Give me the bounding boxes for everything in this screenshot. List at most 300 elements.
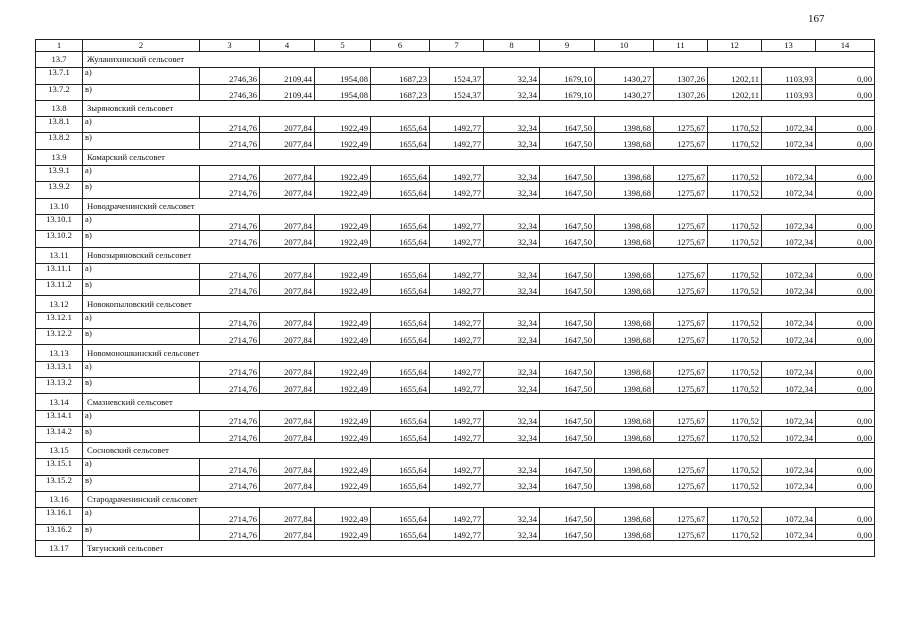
value-cell: 1275,67 (654, 524, 708, 540)
section-name: Стародраченинский сельсовет (83, 492, 875, 508)
value-cell: 1072,34 (762, 214, 816, 230)
row-code: 13.10.1 (36, 214, 83, 230)
tariff-table (35, 39, 875, 557)
value-cell: 1492,77 (430, 263, 484, 279)
value-cell: 1307,26 (654, 84, 708, 100)
section-row (36, 100, 875, 116)
value-cell: 1398,68 (595, 459, 654, 475)
row-subitem: в) (83, 133, 200, 149)
value-cell: 32,34 (484, 377, 540, 393)
value-cell: 1492,77 (430, 214, 484, 230)
section-row (36, 296, 875, 312)
section-row (36, 247, 875, 263)
column-number: 8 (484, 40, 540, 52)
value-cell: 1398,68 (595, 280, 654, 296)
column-number: 5 (315, 40, 371, 52)
row-code: 13.12.1 (36, 312, 83, 328)
column-number: 10 (595, 40, 654, 52)
row-code: 13.12 (36, 296, 83, 312)
value-cell: 2077,84 (260, 361, 315, 377)
value-cell: 1072,34 (762, 329, 816, 345)
value-cell: 1398,68 (595, 426, 654, 442)
value-cell: 0,00 (816, 426, 875, 442)
value-cell: 0,00 (816, 214, 875, 230)
value-cell: 1647,50 (540, 182, 595, 198)
value-cell: 1922,49 (315, 312, 371, 328)
row-code: 13.13 (36, 345, 83, 361)
value-cell: 1398,68 (595, 117, 654, 133)
row-code: 13.16.2 (36, 524, 83, 540)
value-cell: 1275,67 (654, 361, 708, 377)
row-subitem: а) (83, 166, 200, 182)
value-cell: 1647,50 (540, 524, 595, 540)
section-name: Новокопыловский сельсовет (83, 296, 875, 312)
table-row (36, 166, 875, 182)
value-cell: 1922,49 (315, 508, 371, 524)
row-code: 13.7 (36, 52, 83, 68)
value-cell: 1922,49 (315, 214, 371, 230)
table-row (36, 133, 875, 149)
value-cell: 2077,84 (260, 263, 315, 279)
section-name: Новодраченинский сельсовет (83, 198, 875, 214)
value-cell: 1954,08 (315, 68, 371, 84)
section-row (36, 149, 875, 165)
value-cell: 1170,52 (708, 475, 762, 491)
value-cell: 0,00 (816, 377, 875, 393)
value-cell: 1655,64 (371, 280, 430, 296)
row-code: 13.10.2 (36, 231, 83, 247)
section-row (36, 198, 875, 214)
value-cell: 1170,52 (708, 133, 762, 149)
value-cell: 32,34 (484, 68, 540, 84)
value-cell: 1072,34 (762, 166, 816, 182)
row-code: 13.9.1 (36, 166, 83, 182)
value-cell: 32,34 (484, 524, 540, 540)
value-cell: 1170,52 (708, 231, 762, 247)
value-cell: 0,00 (816, 133, 875, 149)
value-cell: 1524,37 (430, 68, 484, 84)
value-cell: 1275,67 (654, 410, 708, 426)
value-cell: 1072,34 (762, 508, 816, 524)
value-cell: 1954,08 (315, 84, 371, 100)
value-cell: 2077,84 (260, 280, 315, 296)
value-cell: 2714,76 (200, 410, 260, 426)
value-cell: 2077,84 (260, 426, 315, 442)
value-cell: 0,00 (816, 524, 875, 540)
value-cell: 1922,49 (315, 182, 371, 198)
value-cell: 1275,67 (654, 214, 708, 230)
table-row (36, 377, 875, 393)
value-cell: 2746,36 (200, 68, 260, 84)
value-cell: 1647,50 (540, 214, 595, 230)
value-cell: 2714,76 (200, 377, 260, 393)
value-cell: 0,00 (816, 410, 875, 426)
value-cell: 1072,34 (762, 263, 816, 279)
column-number: 2 (83, 40, 200, 52)
value-cell: 1647,50 (540, 117, 595, 133)
value-cell: 1398,68 (595, 377, 654, 393)
value-cell: 32,34 (484, 426, 540, 442)
section-name: Тягунский сельсовет (83, 540, 875, 556)
value-cell: 0,00 (816, 263, 875, 279)
value-cell: 1072,34 (762, 117, 816, 133)
value-cell: 1275,67 (654, 329, 708, 345)
value-cell: 1072,34 (762, 280, 816, 296)
value-cell: 1398,68 (595, 263, 654, 279)
row-subitem: в) (83, 231, 200, 247)
section-name: Жуланихинский сельсовет (83, 52, 875, 68)
value-cell: 32,34 (484, 475, 540, 491)
row-code: 13.8 (36, 100, 83, 116)
row-code: 13.9.2 (36, 182, 83, 198)
value-cell: 1655,64 (371, 524, 430, 540)
value-cell: 0,00 (816, 280, 875, 296)
value-cell: 2077,84 (260, 133, 315, 149)
value-cell: 0,00 (816, 117, 875, 133)
value-cell: 1922,49 (315, 459, 371, 475)
value-cell: 1922,49 (315, 280, 371, 296)
table-row (36, 84, 875, 100)
table-row (36, 312, 875, 328)
row-code: 13.8.2 (36, 133, 83, 149)
value-cell: 1655,64 (371, 377, 430, 393)
value-cell: 1103,93 (762, 68, 816, 84)
value-cell: 1655,64 (371, 329, 430, 345)
value-cell: 1398,68 (595, 133, 654, 149)
value-cell: 32,34 (484, 182, 540, 198)
value-cell: 1275,67 (654, 426, 708, 442)
value-cell: 2714,76 (200, 459, 260, 475)
row-subitem: в) (83, 182, 200, 198)
value-cell: 1524,37 (430, 84, 484, 100)
value-cell: 1492,77 (430, 426, 484, 442)
value-cell: 1922,49 (315, 361, 371, 377)
value-cell: 1307,26 (654, 68, 708, 84)
section-row (36, 52, 875, 68)
value-cell: 1170,52 (708, 508, 762, 524)
value-cell: 2077,84 (260, 329, 315, 345)
value-cell: 0,00 (816, 475, 875, 491)
value-cell: 0,00 (816, 361, 875, 377)
row-code: 13.10 (36, 198, 83, 214)
value-cell: 1647,50 (540, 231, 595, 247)
value-cell: 1647,50 (540, 133, 595, 149)
value-cell: 1655,64 (371, 214, 430, 230)
value-cell: 1170,52 (708, 263, 762, 279)
value-cell: 2077,84 (260, 182, 315, 198)
section-row (36, 345, 875, 361)
row-code: 13.15.2 (36, 475, 83, 491)
value-cell: 1647,50 (540, 410, 595, 426)
value-cell: 1655,64 (371, 312, 430, 328)
value-cell: 1655,64 (371, 231, 430, 247)
table-row (36, 524, 875, 540)
value-cell: 32,34 (484, 117, 540, 133)
row-subitem: в) (83, 280, 200, 296)
value-cell: 1679,10 (540, 68, 595, 84)
row-code: 13.14 (36, 394, 83, 410)
value-cell: 2077,84 (260, 231, 315, 247)
column-number: 14 (816, 40, 875, 52)
row-code: 13.17 (36, 540, 83, 556)
value-cell: 1398,68 (595, 508, 654, 524)
value-cell: 2077,84 (260, 410, 315, 426)
value-cell: 1398,68 (595, 410, 654, 426)
value-cell: 0,00 (816, 312, 875, 328)
row-subitem: а) (83, 508, 200, 524)
row-code: 13.14.2 (36, 426, 83, 442)
value-cell: 1202,11 (708, 84, 762, 100)
value-cell: 1398,68 (595, 182, 654, 198)
value-cell: 1655,64 (371, 133, 430, 149)
row-code: 13.14.1 (36, 410, 83, 426)
value-cell: 32,34 (484, 410, 540, 426)
value-cell: 1492,77 (430, 377, 484, 393)
value-cell: 32,34 (484, 133, 540, 149)
value-cell: 2077,84 (260, 475, 315, 491)
row-code: 13.11 (36, 247, 83, 263)
column-number: 11 (654, 40, 708, 52)
value-cell: 1170,52 (708, 377, 762, 393)
column-number-row (36, 40, 875, 52)
table-body (36, 40, 875, 557)
value-cell: 2077,84 (260, 508, 315, 524)
value-cell: 1492,77 (430, 182, 484, 198)
value-cell: 1655,64 (371, 117, 430, 133)
value-cell: 2109,44 (260, 68, 315, 84)
value-cell: 1492,77 (430, 410, 484, 426)
value-cell: 1170,52 (708, 182, 762, 198)
table-row (36, 475, 875, 491)
value-cell: 1275,67 (654, 166, 708, 182)
value-cell: 1647,50 (540, 263, 595, 279)
value-cell: 0,00 (816, 166, 875, 182)
value-cell: 32,34 (484, 361, 540, 377)
row-code: 13.11.2 (36, 280, 83, 296)
row-subitem: в) (83, 329, 200, 345)
row-subitem: а) (83, 214, 200, 230)
value-cell: 1072,34 (762, 377, 816, 393)
section-name: Сосновский сельсовет (83, 443, 875, 459)
value-cell: 32,34 (484, 459, 540, 475)
value-cell: 1170,52 (708, 280, 762, 296)
value-cell: 2077,84 (260, 117, 315, 133)
row-code: 13.16 (36, 492, 83, 508)
value-cell: 2714,76 (200, 361, 260, 377)
row-subitem: а) (83, 263, 200, 279)
row-subitem: а) (83, 410, 200, 426)
page-number: 167 (808, 13, 825, 25)
value-cell: 2077,84 (260, 166, 315, 182)
value-cell: 2714,76 (200, 182, 260, 198)
column-number: 6 (371, 40, 430, 52)
row-code: 13.11.1 (36, 263, 83, 279)
section-name: Новозыряновский сельсовет (83, 247, 875, 263)
value-cell: 1275,67 (654, 117, 708, 133)
section-name: Зыряновский сельсовет (83, 100, 875, 116)
value-cell: 1170,52 (708, 214, 762, 230)
value-cell: 2714,76 (200, 280, 260, 296)
value-cell: 2077,84 (260, 524, 315, 540)
value-cell: 1922,49 (315, 524, 371, 540)
value-cell: 2714,76 (200, 166, 260, 182)
row-subitem: в) (83, 84, 200, 100)
value-cell: 1275,67 (654, 508, 708, 524)
column-number: 13 (762, 40, 816, 52)
row-subitem: в) (83, 426, 200, 442)
row-subitem: а) (83, 459, 200, 475)
value-cell: 1492,77 (430, 166, 484, 182)
table-row (36, 361, 875, 377)
column-number: 9 (540, 40, 595, 52)
value-cell: 1647,50 (540, 361, 595, 377)
row-subitem: в) (83, 524, 200, 540)
table-row (36, 508, 875, 524)
row-code: 13.16.1 (36, 508, 83, 524)
value-cell: 1492,77 (430, 524, 484, 540)
value-cell: 2109,44 (260, 84, 315, 100)
value-cell: 1647,50 (540, 280, 595, 296)
value-cell: 1275,67 (654, 231, 708, 247)
value-cell: 1072,34 (762, 475, 816, 491)
value-cell: 32,34 (484, 508, 540, 524)
table-row (36, 68, 875, 84)
value-cell: 1398,68 (595, 312, 654, 328)
value-cell: 1072,34 (762, 231, 816, 247)
section-row (36, 394, 875, 410)
table-row (36, 329, 875, 345)
value-cell: 1492,77 (430, 508, 484, 524)
table-row (36, 231, 875, 247)
value-cell: 1655,64 (371, 508, 430, 524)
value-cell: 1170,52 (708, 117, 762, 133)
value-cell: 2714,76 (200, 133, 260, 149)
value-cell: 1072,34 (762, 426, 816, 442)
value-cell: 1647,50 (540, 166, 595, 182)
value-cell: 1170,52 (708, 166, 762, 182)
value-cell: 1430,27 (595, 68, 654, 84)
value-cell: 1398,68 (595, 361, 654, 377)
table-row (36, 263, 875, 279)
row-subitem: а) (83, 117, 200, 133)
section-row (36, 540, 875, 556)
row-code: 13.9 (36, 149, 83, 165)
value-cell: 32,34 (484, 166, 540, 182)
section-name: Новомоношкинский сельсовет (83, 345, 875, 361)
value-cell: 1398,68 (595, 231, 654, 247)
value-cell: 1398,68 (595, 166, 654, 182)
column-number: 12 (708, 40, 762, 52)
value-cell: 1072,34 (762, 312, 816, 328)
value-cell: 1275,67 (654, 263, 708, 279)
value-cell: 1679,10 (540, 84, 595, 100)
value-cell: 1922,49 (315, 329, 371, 345)
row-code: 13.7.2 (36, 84, 83, 100)
value-cell: 1492,77 (430, 133, 484, 149)
section-name: Комарский сельсовет (83, 149, 875, 165)
value-cell: 1687,23 (371, 68, 430, 84)
value-cell: 1647,50 (540, 459, 595, 475)
value-cell: 2714,76 (200, 231, 260, 247)
value-cell: 1922,49 (315, 231, 371, 247)
value-cell: 1655,64 (371, 263, 430, 279)
value-cell: 2714,76 (200, 329, 260, 345)
value-cell: 1492,77 (430, 361, 484, 377)
value-cell: 1647,50 (540, 377, 595, 393)
value-cell: 1072,34 (762, 410, 816, 426)
section-name: Смазневский сельсовет (83, 394, 875, 410)
row-subitem: в) (83, 377, 200, 393)
value-cell: 1170,52 (708, 426, 762, 442)
value-cell: 1170,52 (708, 329, 762, 345)
value-cell: 32,34 (484, 312, 540, 328)
table-row (36, 280, 875, 296)
value-cell: 1922,49 (315, 426, 371, 442)
value-cell: 1398,68 (595, 329, 654, 345)
value-cell: 0,00 (816, 329, 875, 345)
value-cell: 1275,67 (654, 280, 708, 296)
value-cell: 32,34 (484, 263, 540, 279)
value-cell: 1492,77 (430, 312, 484, 328)
value-cell: 1398,68 (595, 524, 654, 540)
value-cell: 1170,52 (708, 524, 762, 540)
value-cell: 1655,64 (371, 166, 430, 182)
row-subitem: в) (83, 475, 200, 491)
value-cell: 0,00 (816, 459, 875, 475)
value-cell: 2077,84 (260, 214, 315, 230)
value-cell: 1655,64 (371, 426, 430, 442)
value-cell: 1275,67 (654, 459, 708, 475)
value-cell: 1398,68 (595, 475, 654, 491)
value-cell: 1922,49 (315, 377, 371, 393)
value-cell: 1647,50 (540, 312, 595, 328)
value-cell: 2077,84 (260, 377, 315, 393)
value-cell: 2714,76 (200, 524, 260, 540)
section-row (36, 443, 875, 459)
value-cell: 1170,52 (708, 361, 762, 377)
value-cell: 2077,84 (260, 312, 315, 328)
column-number: 4 (260, 40, 315, 52)
value-cell: 1647,50 (540, 475, 595, 491)
row-code: 13.7.1 (36, 68, 83, 84)
column-number: 1 (36, 40, 83, 52)
value-cell: 1103,93 (762, 84, 816, 100)
value-cell: 1647,50 (540, 426, 595, 442)
value-cell: 1072,34 (762, 361, 816, 377)
table-row (36, 410, 875, 426)
column-number: 7 (430, 40, 484, 52)
row-code: 13.13.1 (36, 361, 83, 377)
row-code: 13.15 (36, 443, 83, 459)
value-cell: 32,34 (484, 329, 540, 345)
table-row (36, 426, 875, 442)
table-row (36, 182, 875, 198)
value-cell: 32,34 (484, 214, 540, 230)
column-number: 3 (200, 40, 260, 52)
value-cell: 1655,64 (371, 361, 430, 377)
value-cell: 2714,76 (200, 312, 260, 328)
table-row (36, 459, 875, 475)
table-row (36, 214, 875, 230)
value-cell: 1922,49 (315, 410, 371, 426)
row-subitem: а) (83, 361, 200, 377)
row-code: 13.8.1 (36, 117, 83, 133)
value-cell: 1492,77 (430, 475, 484, 491)
value-cell: 1922,49 (315, 166, 371, 182)
value-cell: 0,00 (816, 182, 875, 198)
value-cell: 1072,34 (762, 524, 816, 540)
row-code: 13.13.2 (36, 377, 83, 393)
